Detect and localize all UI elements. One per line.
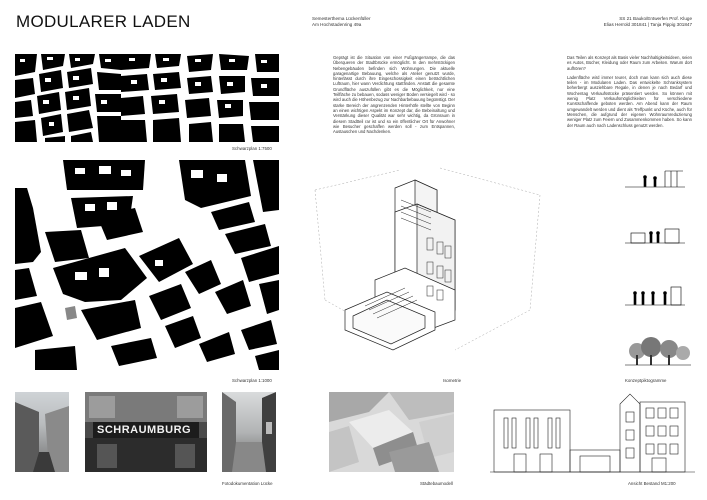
caption-elevation: Ansicht Bestand M1:200 (628, 481, 676, 486)
photo-street-2 (222, 392, 276, 472)
elevation-drawing-svg (490, 392, 695, 476)
site-address: Am Hochstadenring 49a (312, 21, 362, 27)
figure-ground-small-right-drawing (121, 54, 279, 142)
caption-concept: Konzeptpiktogramme (625, 378, 667, 383)
page-title: MODULARER LADEN (16, 12, 191, 31)
figure-ground-large-drawing (15, 160, 279, 370)
concept-text (567, 55, 692, 128)
isometric-drawing-svg (305, 160, 555, 370)
trees-pictogram (625, 337, 691, 365)
authors: Elias Herrold 301841 | Tanja Pippig 301847 (603, 21, 692, 27)
course-info (562, 16, 692, 27)
course-name: SS 21 Bauko/Entwerfen Prof. Kluge (619, 16, 692, 21)
caption-plan-large: Schwarzplan 1:1000 (232, 378, 272, 383)
concept-text-intro: Das Teilen als Konzept als Basis vieler Nachhaltigkeitsideen, seien es Autos, Bücher, Kleidung oder Raum zum Arbeiten. Warum dort aufhören? (567, 55, 692, 71)
photo-sign-text: SCHRAUMBURG (97, 424, 192, 436)
caption-isometry: Isometrie (443, 378, 462, 383)
figure-ground-plan-large (15, 160, 279, 370)
figure-ground-plan-small-left (15, 54, 121, 142)
concept-pictograms-svg (625, 165, 695, 375)
photo-storefront (85, 392, 207, 472)
semester-theme: Semesterthema Lückenfüller (312, 16, 371, 21)
isometric-drawing (305, 160, 555, 370)
elevation-drawing (490, 392, 695, 476)
photo-street-1 (15, 392, 69, 472)
caption-model: Städtebaumodell (420, 481, 453, 486)
context-text: Geprägt ist die Situation von einer Fußgängerrampe, die das Überqueren der Stadtbrücke ermöglicht. In den mehrstöckigen Nebengebäuden befinden sich Wohnungen. Die aktuelle garagenartige Bebauung, welche als Atelier genutzt wurde, hinterlässt durch ihre Eingeschossigkeit einen beträchtlichen Luftraum, hier wann Verdichtung stattfinden. Anstatt die gesamte Grundfläche auszufüllen gibt es die Möglichkeit, nur eine Teilfläche zu bebauen, sodass weniger Boden versiegelt wird - so wird auch die Höhenbezug zur Nachbarbebauung begünstigt. Der starke Bereich der angrenzenden Hinterhöfe stellte von Beginn an einen wichtigen Aspekt im Konzept dar, die Bebeinaltung und Verstärkung dieser Qualität war sehr wichtig, da Grünraum in diesem Stadtteil rar ist und so ein öffentlicher Ort für Anwohner wie Besucher geschaffen werden soll - zum Entspannen, Austauschen und Nachdenken. (333, 55, 455, 135)
caption-plan-small: Schwarzplan 1:7500 (232, 146, 272, 151)
concept-pictograms (625, 165, 695, 375)
semester-info (312, 16, 370, 27)
photo-urban-model (329, 392, 454, 472)
caption-photo-doc: Fotodokumentation Lücke (222, 481, 273, 486)
figure-ground-plan-small-right (121, 54, 279, 142)
concept-text-body: Ladenfläche wird immer teurer, doch man kann sich auch diese teilen - im Modularen Laden. Das entwickelte Schranksystem beherbergt ausziehbare Regale, in denen je nach Bedarf und Wochentag Verkaufsstücke präsentiert werden. So können mit wenig Platz Verkaufsmöglichkeiten für verschiedene Kunstschaffende geboten werden. Am Abend kann der Raum umgewandelt werden und dient als Treffpunkt und Küche, auch für Menschen, die aufgrund der eigenen Wohnraumreduzierung weniger Platz zum Feiern und Zusammenkommen haben. So kann der Raum auch nach Ladenschluss genutzt werden. (567, 74, 692, 128)
figure-ground-small-left-drawing (15, 54, 121, 142)
